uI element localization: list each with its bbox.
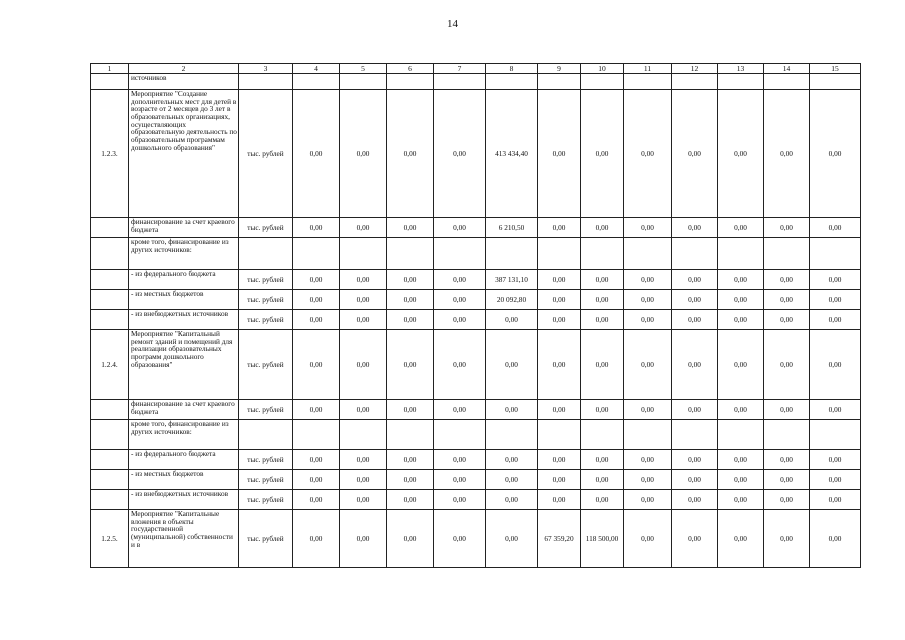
row-name: Мероприятие "Капитальный ремонт зданий и помещений для реализации образовательных программ дошкольного образования" bbox=[129, 330, 239, 400]
value-cell: 0,00 bbox=[538, 290, 581, 310]
row-code bbox=[91, 74, 129, 90]
row-name: финансирование за счет краевого бюджета bbox=[129, 218, 239, 238]
value-cell: 0,00 bbox=[581, 290, 624, 310]
value-cell: 0,00 bbox=[486, 450, 538, 470]
value-cell: 0,00 bbox=[340, 330, 387, 400]
value-cell: 0,00 bbox=[718, 490, 764, 510]
row-unit bbox=[239, 420, 293, 450]
value-cell bbox=[672, 420, 718, 450]
value-cell: 0,00 bbox=[718, 90, 764, 218]
value-cell: 0,00 bbox=[718, 450, 764, 470]
value-cell: 0,00 bbox=[538, 90, 581, 218]
value-cell: 0,00 bbox=[387, 470, 434, 490]
value-cell bbox=[581, 238, 624, 270]
value-cell bbox=[624, 74, 672, 90]
value-cell: 0,00 bbox=[764, 270, 810, 290]
row-code bbox=[91, 450, 129, 470]
row-unit: тыс. рублей bbox=[239, 218, 293, 238]
table-row bbox=[91, 470, 861, 490]
header-row bbox=[91, 64, 861, 74]
value-cell bbox=[387, 238, 434, 270]
row-code bbox=[91, 420, 129, 450]
value-cell: 0,00 bbox=[810, 330, 861, 400]
value-cell: 6 210,50 bbox=[486, 218, 538, 238]
value-cell: 0,00 bbox=[434, 510, 486, 568]
value-cell: 0,00 bbox=[624, 400, 672, 420]
value-cell: 0,00 bbox=[538, 330, 581, 400]
row-unit: тыс. рублей bbox=[239, 450, 293, 470]
value-cell: 20 092,80 bbox=[486, 290, 538, 310]
value-cell: 0,00 bbox=[434, 490, 486, 510]
value-cell bbox=[581, 74, 624, 90]
value-cell: 0,00 bbox=[764, 450, 810, 470]
row-name: источников bbox=[129, 74, 239, 90]
row-code: 1.2.3. bbox=[91, 90, 129, 218]
value-cell: 0,00 bbox=[293, 470, 340, 490]
column-header: 15 bbox=[810, 64, 861, 74]
value-cell: 0,00 bbox=[293, 90, 340, 218]
value-cell bbox=[718, 74, 764, 90]
row-code: 1.2.4. bbox=[91, 330, 129, 400]
value-cell: 67 359,20 bbox=[538, 510, 581, 568]
row-unit bbox=[239, 74, 293, 90]
value-cell bbox=[340, 74, 387, 90]
value-cell: 0,00 bbox=[810, 470, 861, 490]
value-cell: 0,00 bbox=[810, 290, 861, 310]
column-header: 6 bbox=[387, 64, 434, 74]
value-cell: 413 434,40 bbox=[486, 90, 538, 218]
value-cell: 0,00 bbox=[764, 218, 810, 238]
row-code bbox=[91, 470, 129, 490]
value-cell: 0,00 bbox=[293, 510, 340, 568]
value-cell: 0,00 bbox=[672, 400, 718, 420]
column-header: 5 bbox=[340, 64, 387, 74]
value-cell: 0,00 bbox=[624, 310, 672, 330]
column-header: 2 bbox=[129, 64, 239, 74]
value-cell: 0,00 bbox=[340, 270, 387, 290]
value-cell: 0,00 bbox=[718, 470, 764, 490]
value-cell: 0,00 bbox=[293, 290, 340, 310]
value-cell bbox=[538, 238, 581, 270]
value-cell: 0,00 bbox=[764, 90, 810, 218]
column-header: 7 bbox=[434, 64, 486, 74]
value-cell bbox=[538, 420, 581, 450]
table-row bbox=[91, 420, 861, 450]
value-cell: 0,00 bbox=[581, 490, 624, 510]
value-cell: 0,00 bbox=[581, 90, 624, 218]
value-cell: 0,00 bbox=[718, 310, 764, 330]
value-cell: 0,00 bbox=[672, 290, 718, 310]
row-name: Мероприятие "Создание дополнительных мест для детей в возрасте от 2 месяцев до 3 лет в образовательных организациях, осуществляющих образовательную деятельность по образовательным программам дошкольного образования" bbox=[129, 90, 239, 218]
value-cell: 387 131,10 bbox=[486, 270, 538, 290]
value-cell: 0,00 bbox=[340, 400, 387, 420]
value-cell: 0,00 bbox=[340, 310, 387, 330]
row-name: финансирование за счет краевого бюджета bbox=[129, 400, 239, 420]
value-cell: 0,00 bbox=[718, 290, 764, 310]
value-cell: 0,00 bbox=[387, 270, 434, 290]
value-cell: 0,00 bbox=[387, 218, 434, 238]
row-unit: тыс. рублей bbox=[239, 290, 293, 310]
column-header: 8 bbox=[486, 64, 538, 74]
value-cell: 0,00 bbox=[764, 470, 810, 490]
column-header: 11 bbox=[624, 64, 672, 74]
row-name: кроме того, финансирование из других источников: bbox=[129, 238, 239, 270]
table-row bbox=[91, 270, 861, 290]
value-cell: 0,00 bbox=[538, 310, 581, 330]
value-cell: 0,00 bbox=[764, 310, 810, 330]
value-cell: 0,00 bbox=[434, 90, 486, 218]
value-cell: 0,00 bbox=[340, 90, 387, 218]
value-cell: 0,00 bbox=[672, 90, 718, 218]
value-cell: 0,00 bbox=[340, 510, 387, 568]
value-cell: 0,00 bbox=[810, 310, 861, 330]
value-cell bbox=[764, 74, 810, 90]
value-cell: 0,00 bbox=[810, 218, 861, 238]
value-cell: 0,00 bbox=[672, 470, 718, 490]
column-header: 9 bbox=[538, 64, 581, 74]
row-unit: тыс. рублей bbox=[239, 310, 293, 330]
value-cell: 0,00 bbox=[293, 490, 340, 510]
table-row bbox=[91, 510, 861, 568]
value-cell: 0,00 bbox=[624, 90, 672, 218]
value-cell bbox=[340, 420, 387, 450]
table-row bbox=[91, 218, 861, 238]
row-code bbox=[91, 310, 129, 330]
value-cell bbox=[293, 420, 340, 450]
value-cell: 0,00 bbox=[624, 490, 672, 510]
value-cell: 0,00 bbox=[293, 310, 340, 330]
value-cell: 0,00 bbox=[434, 400, 486, 420]
value-cell: 0,00 bbox=[486, 510, 538, 568]
value-cell bbox=[486, 238, 538, 270]
value-cell: 0,00 bbox=[581, 470, 624, 490]
value-cell: 0,00 bbox=[434, 218, 486, 238]
row-unit: тыс. рублей bbox=[239, 330, 293, 400]
value-cell: 0,00 bbox=[486, 400, 538, 420]
value-cell: 0,00 bbox=[538, 450, 581, 470]
value-cell: 0,00 bbox=[387, 510, 434, 568]
column-header: 1 bbox=[91, 64, 129, 74]
column-header: 12 bbox=[672, 64, 718, 74]
row-unit: тыс. рублей bbox=[239, 270, 293, 290]
value-cell: 0,00 bbox=[538, 400, 581, 420]
row-unit: тыс. рублей bbox=[239, 470, 293, 490]
value-cell bbox=[581, 420, 624, 450]
value-cell: 0,00 bbox=[538, 218, 581, 238]
page-number: 14 bbox=[447, 18, 458, 30]
table-row bbox=[91, 330, 861, 400]
row-name: - из местных бюджетов bbox=[129, 470, 239, 490]
row-unit: тыс. рублей bbox=[239, 400, 293, 420]
value-cell: 0,00 bbox=[538, 490, 581, 510]
value-cell: 0,00 bbox=[434, 310, 486, 330]
row-name: - из федерального бюджета bbox=[129, 270, 239, 290]
value-cell: 0,00 bbox=[764, 290, 810, 310]
value-cell bbox=[764, 238, 810, 270]
value-cell: 0,00 bbox=[293, 330, 340, 400]
row-unit: тыс. рублей bbox=[239, 90, 293, 218]
value-cell: 0,00 bbox=[672, 330, 718, 400]
value-cell: 0,00 bbox=[387, 400, 434, 420]
row-code bbox=[91, 490, 129, 510]
value-cell: 0,00 bbox=[718, 270, 764, 290]
value-cell: 0,00 bbox=[293, 400, 340, 420]
value-cell bbox=[672, 238, 718, 270]
value-cell: 0,00 bbox=[434, 290, 486, 310]
value-cell bbox=[764, 420, 810, 450]
value-cell bbox=[810, 420, 861, 450]
value-cell bbox=[486, 420, 538, 450]
value-cell: 0,00 bbox=[810, 450, 861, 470]
value-cell bbox=[486, 74, 538, 90]
column-header: 4 bbox=[293, 64, 340, 74]
table-row bbox=[91, 310, 861, 330]
table-row bbox=[91, 290, 861, 310]
value-cell: 0,00 bbox=[672, 490, 718, 510]
row-name: кроме того, финансирование из других источников: bbox=[129, 420, 239, 450]
value-cell: 0,00 bbox=[581, 450, 624, 470]
value-cell: 0,00 bbox=[340, 490, 387, 510]
value-cell bbox=[340, 238, 387, 270]
row-name: - из внебюджетных источников bbox=[129, 490, 239, 510]
value-cell bbox=[434, 74, 486, 90]
value-cell: 0,00 bbox=[387, 490, 434, 510]
row-code bbox=[91, 270, 129, 290]
value-cell: 0,00 bbox=[486, 490, 538, 510]
value-cell: 0,00 bbox=[810, 90, 861, 218]
value-cell: 0,00 bbox=[387, 290, 434, 310]
value-cell: 0,00 bbox=[810, 490, 861, 510]
value-cell: 0,00 bbox=[718, 400, 764, 420]
value-cell: 0,00 bbox=[293, 270, 340, 290]
value-cell: 0,00 bbox=[434, 330, 486, 400]
budget-table bbox=[90, 63, 861, 568]
value-cell: 0,00 bbox=[387, 90, 434, 218]
table-row bbox=[91, 400, 861, 420]
value-cell: 0,00 bbox=[764, 510, 810, 568]
row-name: - из внебюджетных источников bbox=[129, 310, 239, 330]
value-cell bbox=[293, 238, 340, 270]
value-cell bbox=[718, 238, 764, 270]
value-cell: 0,00 bbox=[486, 310, 538, 330]
row-unit: тыс. рублей bbox=[239, 490, 293, 510]
value-cell: 0,00 bbox=[624, 330, 672, 400]
value-cell: 0,00 bbox=[581, 400, 624, 420]
value-cell: 0,00 bbox=[340, 450, 387, 470]
value-cell bbox=[293, 74, 340, 90]
value-cell: 0,00 bbox=[810, 400, 861, 420]
value-cell bbox=[434, 238, 486, 270]
value-cell bbox=[672, 74, 718, 90]
value-cell bbox=[387, 420, 434, 450]
row-code bbox=[91, 238, 129, 270]
row-name: Мероприятие "Капитальные вложения в объекты государственной (муниципальной) собственности и в bbox=[129, 510, 239, 568]
table-row bbox=[91, 90, 861, 218]
value-cell: 0,00 bbox=[672, 218, 718, 238]
value-cell bbox=[810, 74, 861, 90]
value-cell: 0,00 bbox=[581, 330, 624, 400]
row-code bbox=[91, 290, 129, 310]
value-cell bbox=[624, 420, 672, 450]
value-cell: 0,00 bbox=[340, 290, 387, 310]
row-name: - из местных бюджетов bbox=[129, 290, 239, 310]
value-cell: 0,00 bbox=[718, 218, 764, 238]
row-unit: тыс. рублей bbox=[239, 510, 293, 568]
column-header: 3 bbox=[239, 64, 293, 74]
column-header: 14 bbox=[764, 64, 810, 74]
value-cell: 0,00 bbox=[810, 510, 861, 568]
value-cell: 0,00 bbox=[672, 450, 718, 470]
value-cell: 0,00 bbox=[340, 470, 387, 490]
value-cell: 0,00 bbox=[581, 218, 624, 238]
value-cell: 0,00 bbox=[538, 270, 581, 290]
value-cell: 0,00 bbox=[672, 510, 718, 568]
value-cell bbox=[624, 238, 672, 270]
row-code bbox=[91, 400, 129, 420]
value-cell bbox=[718, 420, 764, 450]
value-cell: 0,00 bbox=[538, 470, 581, 490]
table-row bbox=[91, 490, 861, 510]
table-row bbox=[91, 450, 861, 470]
value-cell: 0,00 bbox=[764, 330, 810, 400]
value-cell: 0,00 bbox=[486, 470, 538, 490]
table-row bbox=[91, 238, 861, 270]
value-cell: 0,00 bbox=[810, 270, 861, 290]
value-cell: 0,00 bbox=[624, 470, 672, 490]
value-cell: 0,00 bbox=[672, 310, 718, 330]
value-cell: 0,00 bbox=[387, 310, 434, 330]
value-cell: 0,00 bbox=[581, 310, 624, 330]
value-cell: 0,00 bbox=[387, 330, 434, 400]
value-cell: 0,00 bbox=[624, 218, 672, 238]
value-cell: 0,00 bbox=[340, 218, 387, 238]
row-name: - из федерального бюджета bbox=[129, 450, 239, 470]
value-cell: 0,00 bbox=[718, 330, 764, 400]
row-unit bbox=[239, 238, 293, 270]
row-code: 1.2.5. bbox=[91, 510, 129, 568]
value-cell: 0,00 bbox=[434, 270, 486, 290]
value-cell: 0,00 bbox=[293, 218, 340, 238]
value-cell: 0,00 bbox=[624, 290, 672, 310]
column-header: 13 bbox=[718, 64, 764, 74]
value-cell: 0,00 bbox=[718, 510, 764, 568]
value-cell: 0,00 bbox=[624, 450, 672, 470]
value-cell bbox=[810, 238, 861, 270]
value-cell: 0,00 bbox=[672, 270, 718, 290]
value-cell: 0,00 bbox=[624, 270, 672, 290]
value-cell: 0,00 bbox=[486, 330, 538, 400]
value-cell: 0,00 bbox=[293, 450, 340, 470]
value-cell: 0,00 bbox=[434, 450, 486, 470]
value-cell: 0,00 bbox=[434, 470, 486, 490]
value-cell: 0,00 bbox=[624, 510, 672, 568]
column-header: 10 bbox=[581, 64, 624, 74]
value-cell bbox=[387, 74, 434, 90]
value-cell: 0,00 bbox=[764, 400, 810, 420]
row-code bbox=[91, 218, 129, 238]
table-row bbox=[91, 74, 861, 90]
value-cell: 118 500,00 bbox=[581, 510, 624, 568]
value-cell bbox=[538, 74, 581, 90]
value-cell: 0,00 bbox=[764, 490, 810, 510]
value-cell bbox=[434, 420, 486, 450]
value-cell: 0,00 bbox=[581, 270, 624, 290]
value-cell: 0,00 bbox=[387, 450, 434, 470]
